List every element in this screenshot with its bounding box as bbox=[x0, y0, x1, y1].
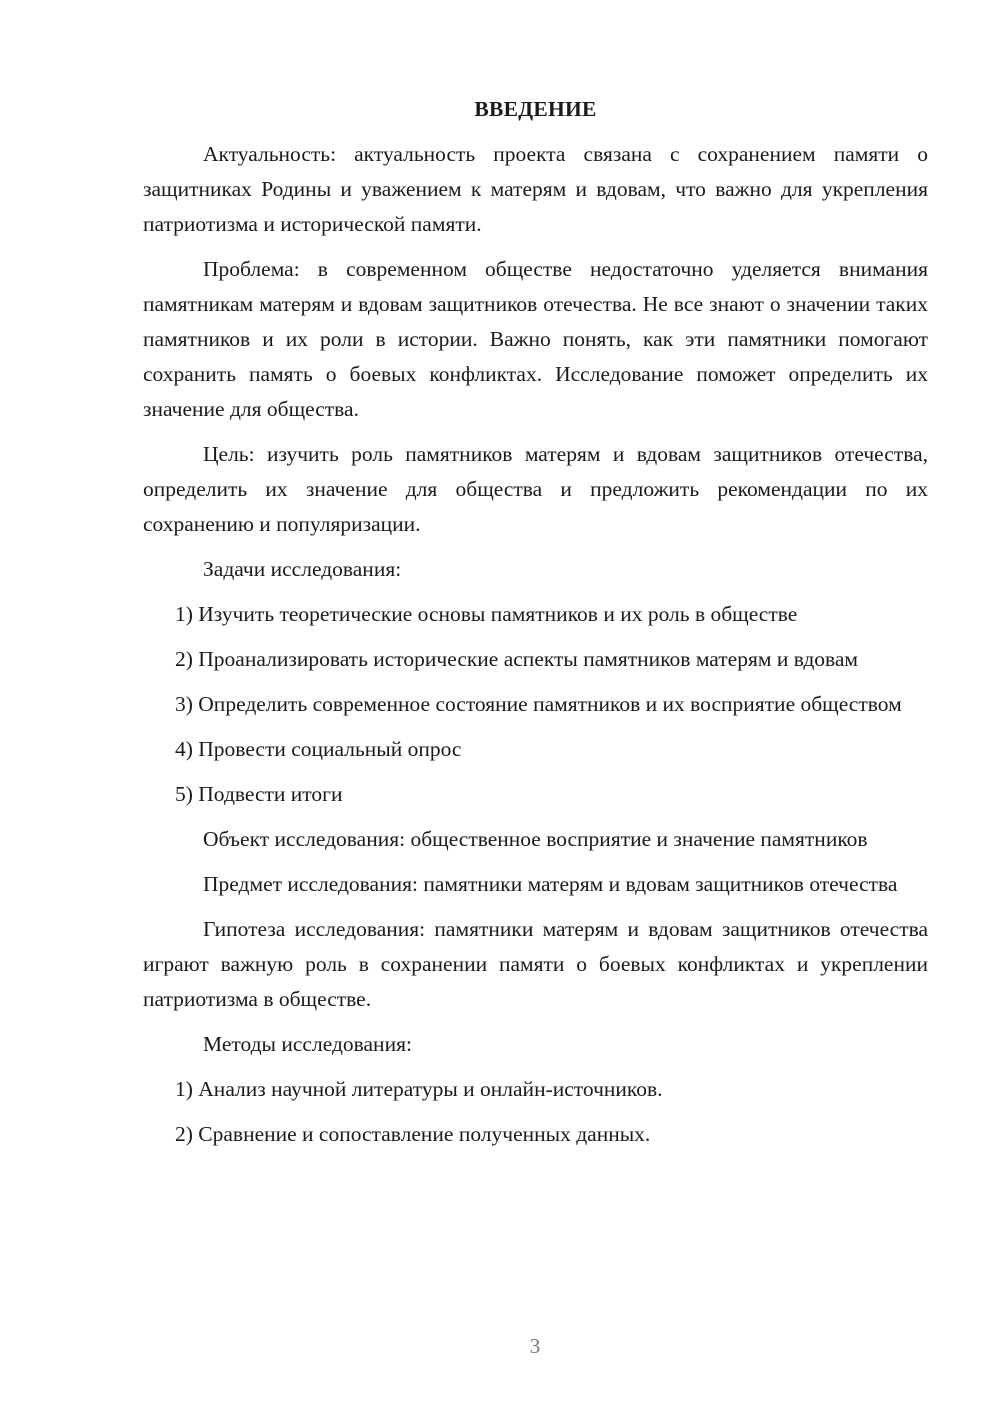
method-item-2: 2) Сравнение и сопоставление полученных данных. bbox=[175, 1122, 651, 1146]
tasks-heading: Задачи исследования: bbox=[203, 557, 402, 581]
hypothesis-paragraph: Гипотеза исследования: памятники матерям и вдовам защитников отечества играют важную роль в сохранении памяти о боевых конфликтах и укреплении патриотизма в обществе. bbox=[143, 917, 928, 1011]
task-item-4: 4) Провести социальный опрос bbox=[175, 737, 462, 761]
task-item-2: 2) Проанализировать исторические аспекты памятников матерям и вдовам bbox=[175, 647, 859, 671]
goal-paragraph: Цель: изучить роль памятников матерям и вдовам защитников отечества, определить их значение для общества и предложить рекомендации по их сохранению и популяризации. bbox=[143, 442, 928, 536]
page-title: ВВЕДЕНИЕ bbox=[474, 97, 597, 121]
page-number: 3 bbox=[529, 1334, 541, 1358]
relevance-paragraph: Актуальность: актуальность проекта связана с сохранением памяти о защитниках Родины и уважением к матерям и вдовам, что важно для укрепления патриотизма и исторической памяти. bbox=[143, 142, 928, 236]
methods-heading: Методы исследования: bbox=[203, 1032, 412, 1056]
problem-paragraph: Проблема: в современном обществе недостаточно уделяется внимания памятникам матерям и вдовам защитников отечества. Не все знают о значении таких памятников и их роли в истории. Важно понять, как эти памятники помогают сохранить память о боевых конфликтах. Исследование поможет определить их значение для общества. bbox=[143, 257, 928, 421]
task-item-1: 1) Изучить теоретические основы памятников и их роль в обществе bbox=[175, 602, 798, 626]
task-item-5: 5) Подвести итоги bbox=[175, 782, 343, 806]
task-item-3: 3) Определить современное состояние памятников и их восприятие обществом bbox=[175, 692, 902, 716]
method-item-1: 1) Анализ научной литературы и онлайн-источников. bbox=[175, 1077, 663, 1101]
subject-paragraph: Предмет исследования: памятники матерям и вдовам защитников отечества bbox=[203, 872, 898, 896]
object-paragraph: Объект исследования: общественное восприятие и значение памятников bbox=[203, 827, 868, 851]
document-page bbox=[143, 92, 928, 1162]
